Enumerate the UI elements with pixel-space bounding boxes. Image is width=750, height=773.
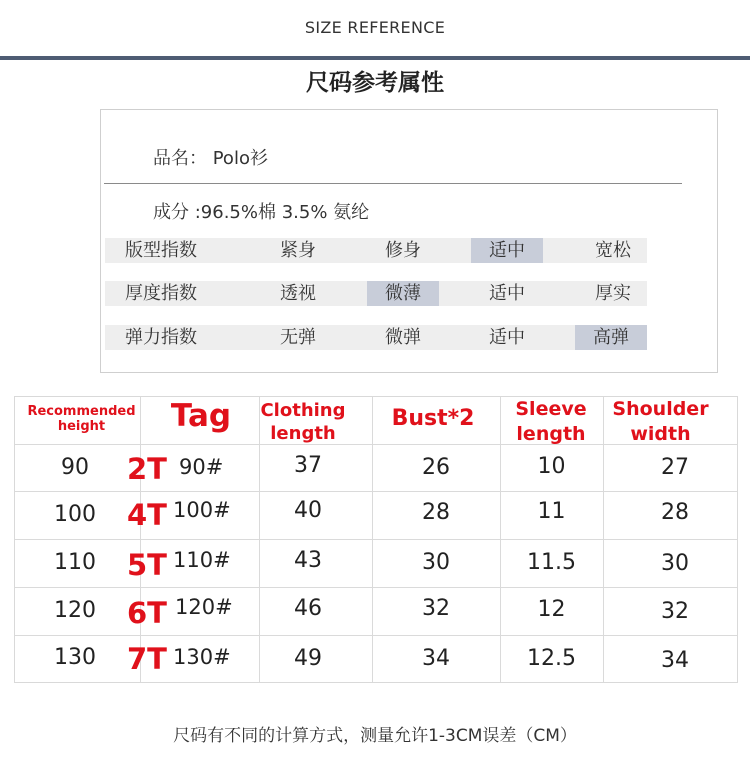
cell-bust: 26 bbox=[422, 455, 450, 480]
header-shoulder-width-line1: Shoulder bbox=[612, 398, 709, 420]
cell-bust: 32 bbox=[422, 596, 450, 621]
fit-index-row bbox=[105, 238, 647, 263]
cell-bust: 28 bbox=[422, 500, 450, 525]
fit-index-label: 版型指数 bbox=[125, 240, 197, 261]
page-header-title: SIZE REFERENCE bbox=[304, 18, 446, 37]
cell-clothing-length: 40 bbox=[294, 498, 322, 523]
header-height-line2: height bbox=[57, 418, 106, 434]
cell-shoulder-width: 32 bbox=[661, 599, 689, 624]
cell-tag-size: 2T bbox=[127, 452, 167, 486]
measurement-note: 尺码有不同的计算方式，测量允许1-3CM误差（CM） bbox=[173, 726, 577, 746]
cell-clothing-length: 49 bbox=[294, 646, 322, 671]
header-sleeve-length-line1: Sleeve bbox=[515, 398, 587, 420]
stretch-option-slight: 微弹 bbox=[385, 327, 421, 348]
cell-shoulder-width: 30 bbox=[661, 551, 689, 576]
header-shoulder-width bbox=[604, 397, 717, 446]
row-divider bbox=[15, 635, 737, 636]
card-divider bbox=[104, 183, 682, 184]
fit-option-regular: 适中 bbox=[471, 238, 543, 263]
cell-height: 120 bbox=[54, 598, 96, 623]
fit-option-loose: 宽松 bbox=[595, 240, 631, 261]
header-height bbox=[19, 405, 144, 435]
header-sleeve-length-line2: length bbox=[516, 422, 586, 445]
cell-shoulder-width: 34 bbox=[661, 648, 689, 673]
cell-tag-size: 5T bbox=[127, 548, 167, 582]
cell-clothing-length: 37 bbox=[294, 453, 322, 478]
thickness-index-label: 厚度指数 bbox=[125, 283, 197, 304]
cell-height: 110 bbox=[54, 550, 96, 575]
cell-clothing-length: 46 bbox=[294, 596, 322, 621]
stretch-index-label: 弹力指数 bbox=[125, 327, 197, 348]
cell-tag-code: 110# bbox=[173, 548, 231, 572]
cell-tag-code: 90# bbox=[179, 455, 224, 479]
section-title: 尺码参考属性 bbox=[306, 70, 444, 96]
cell-sleeve-length: 12 bbox=[537, 597, 566, 622]
stretch-option-high: 高弹 bbox=[575, 325, 647, 350]
header-tag: Tag bbox=[170, 398, 232, 434]
thickness-option-medium: 适中 bbox=[489, 283, 525, 304]
fit-option-tight: 紧身 bbox=[280, 240, 316, 261]
header-clothing-length bbox=[253, 400, 353, 445]
stretch-option-none: 无弹 bbox=[280, 327, 316, 348]
cell-sleeve-length: 10 bbox=[537, 454, 566, 479]
cell-sleeve-length: 12.5 bbox=[527, 646, 576, 671]
header-bust: Bust*2 bbox=[391, 406, 475, 431]
product-composition: 成分 :96.5%棉 3.5% 氨纶 bbox=[153, 202, 370, 223]
thickness-option-thick: 厚实 bbox=[595, 283, 631, 304]
cell-bust: 30 bbox=[422, 550, 450, 575]
cell-height: 100 bbox=[54, 502, 96, 527]
header-clothing-length-line2: length bbox=[270, 422, 336, 444]
cell-clothing-length: 43 bbox=[294, 548, 322, 573]
cell-tag-code: 130# bbox=[173, 645, 231, 669]
product-attributes-card bbox=[100, 109, 718, 373]
header-height-line1: Recommended bbox=[27, 404, 136, 419]
cell-bust: 34 bbox=[422, 646, 450, 671]
cell-tag-code: 120# bbox=[175, 595, 233, 619]
cell-height: 90 bbox=[61, 455, 89, 480]
header-divider-bar bbox=[0, 56, 750, 60]
row-divider bbox=[15, 587, 737, 588]
row-divider bbox=[15, 491, 737, 492]
cell-shoulder-width: 27 bbox=[661, 455, 689, 480]
header-clothing-length-line1: Clothing bbox=[260, 400, 346, 421]
cell-tag-size: 4T bbox=[127, 498, 167, 532]
thickness-option-thin: 微薄 bbox=[367, 281, 439, 306]
thickness-index-row bbox=[105, 281, 647, 306]
cell-sleeve-length: 11.5 bbox=[527, 550, 576, 575]
cell-tag-code: 100# bbox=[173, 498, 231, 522]
row-divider bbox=[15, 539, 737, 540]
cell-tag-size: 6T bbox=[127, 596, 167, 630]
cell-sleeve-length: 11 bbox=[537, 499, 566, 524]
thickness-option-sheer: 透视 bbox=[280, 283, 316, 304]
cell-height: 130 bbox=[54, 645, 96, 670]
header-shoulder-width-line2: width bbox=[630, 422, 691, 445]
size-table bbox=[14, 396, 738, 683]
stretch-index-row bbox=[105, 325, 647, 350]
fit-option-slim: 修身 bbox=[385, 240, 421, 261]
cell-tag-size: 7T bbox=[127, 642, 167, 676]
product-name: 品名： Polo衫 bbox=[153, 148, 268, 169]
cell-shoulder-width: 28 bbox=[661, 500, 689, 525]
stretch-option-medium: 适中 bbox=[489, 327, 525, 348]
header-sleeve-length bbox=[501, 397, 601, 446]
